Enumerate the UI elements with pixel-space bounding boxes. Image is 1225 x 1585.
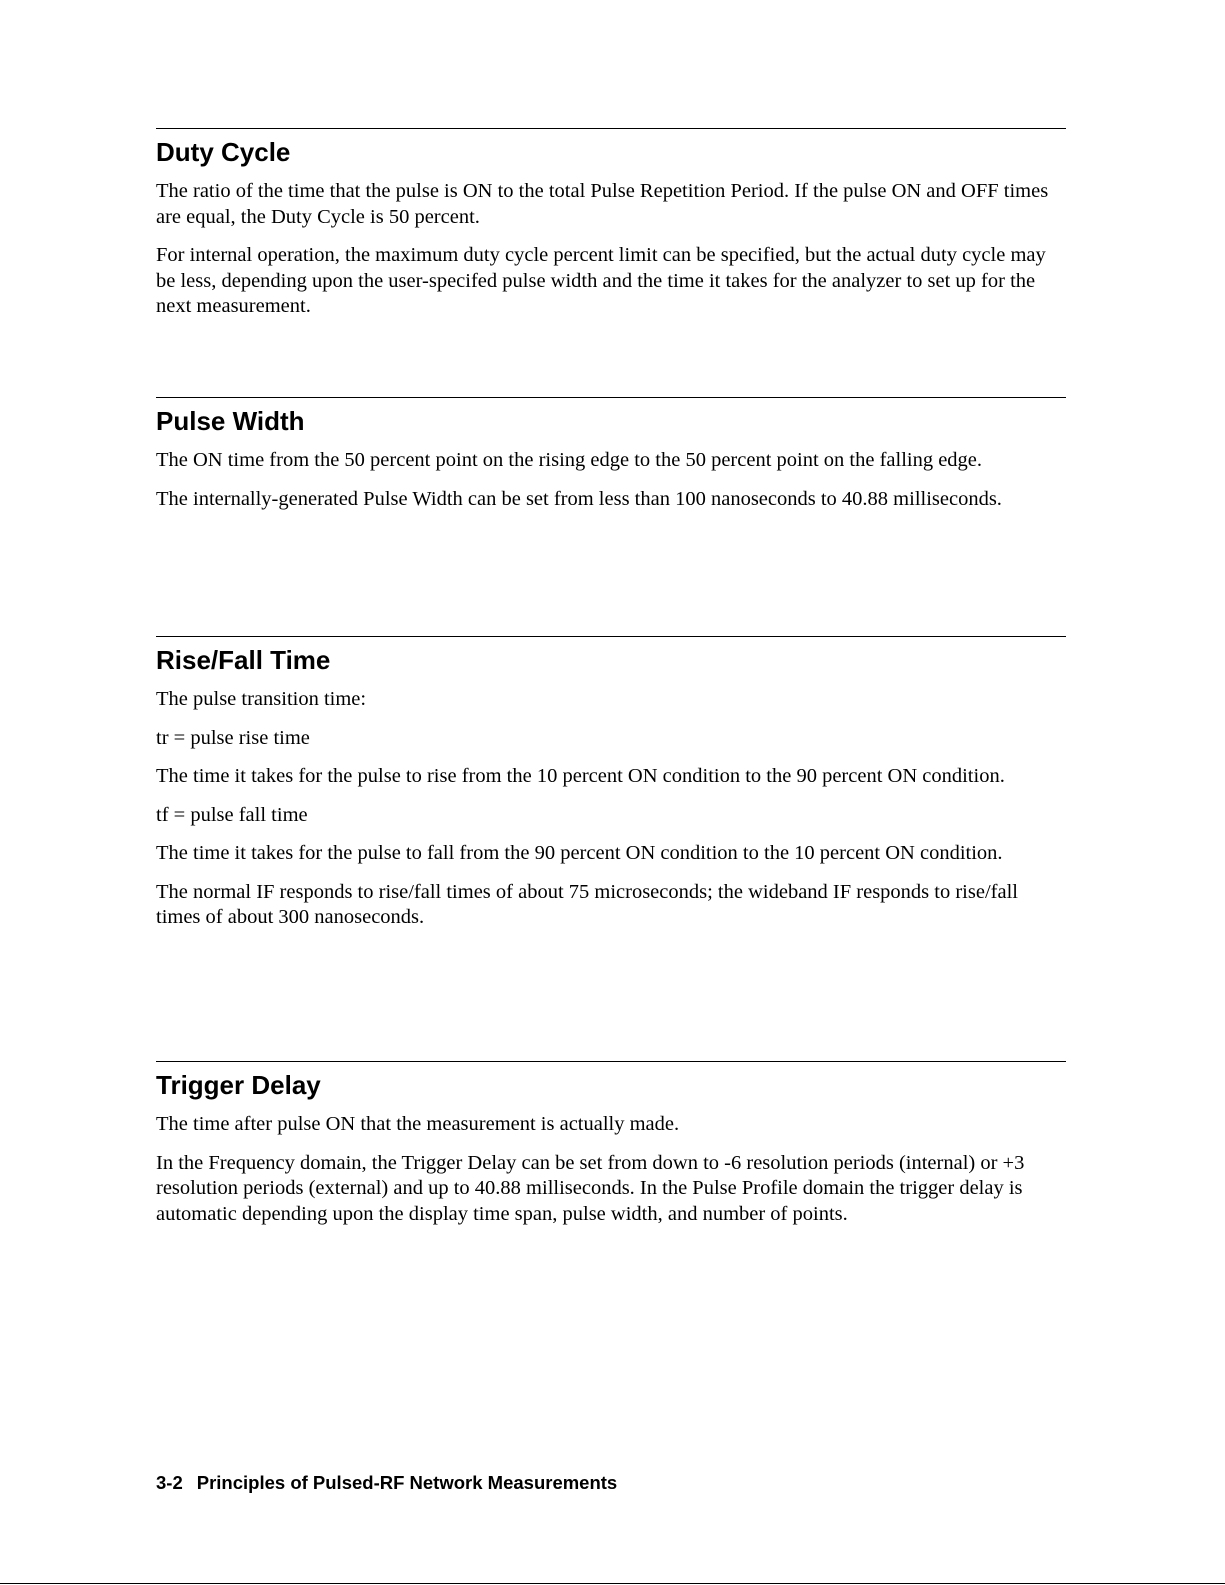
paragraph: The time it takes for the pulse to rise from the 10 percent ON condition to the 90 percent ON condition. <box>156 765 1005 787</box>
paragraph: The time after pulse ON that the measurement is actually made. <box>156 1113 680 1135</box>
page-number: 3-2 <box>156 1472 183 1493</box>
section-rise-fall-time <box>156 636 1066 944</box>
section-divider <box>156 397 1066 398</box>
paragraph: The normal IF responds to rise/fall times of about 75 microseconds; the wideband IF responds to rise/fall times of about 300 nanoseconds. <box>156 880 1018 928</box>
paragraph: The pulse transition time: <box>156 688 367 710</box>
section-heading: Pulse Width <box>156 406 305 436</box>
page-bottom-edge <box>0 1583 1225 1584</box>
paragraph: In the Frequency domain, the Trigger Delay can be set from down to -6 resolution periods (internal) or +3 resolution periods (external) and up to 40.88 milliseconds. In the Pulse Profile domain the trigger delay is automatic depending upon the display time span, pulse width, and number of points. <box>156 1151 1025 1225</box>
section-heading: Duty Cycle <box>156 137 291 167</box>
footer-title: Principles of Pulsed-RF Network Measurements <box>196 1472 618 1493</box>
page-footer <box>156 1472 617 1494</box>
section-divider <box>156 128 1066 129</box>
paragraph: tr = pulse rise time <box>156 726 310 749</box>
section-pulse-width <box>156 397 1066 525</box>
section-trigger-delay <box>156 1061 1066 1240</box>
paragraph: The time it takes for the pulse to fall from the 90 percent ON condition to the 10 percent ON condition. <box>156 842 1003 864</box>
section-heading: Trigger Delay <box>156 1070 321 1100</box>
section-heading: Rise/Fall Time <box>156 645 331 675</box>
paragraph: For internal operation, the maximum duty cycle percent limit can be specified, but the actual duty cycle may be less, depending upon the user-specifed pulse width and the time it takes for the analyzer to set up for the next measurement. <box>156 244 1046 317</box>
paragraph: The internally-generated Pulse Width can be set from less than 100 nanoseconds to 40.88 milliseconds. <box>156 487 1002 510</box>
section-divider <box>156 636 1066 637</box>
paragraph: The ON time from the 50 percent point on the rising edge to the 50 percent point on the falling edge. <box>156 449 983 471</box>
section-duty-cycle <box>156 128 1066 333</box>
section-divider <box>156 1061 1066 1062</box>
paragraph: tf = pulse fall time <box>156 803 308 826</box>
paragraph: The ratio of the time that the pulse is ON to the total Pulse Repetition Period. If the pulse ON and OFF times are equal, the Duty Cycle is 50 percent. <box>156 180 1049 228</box>
